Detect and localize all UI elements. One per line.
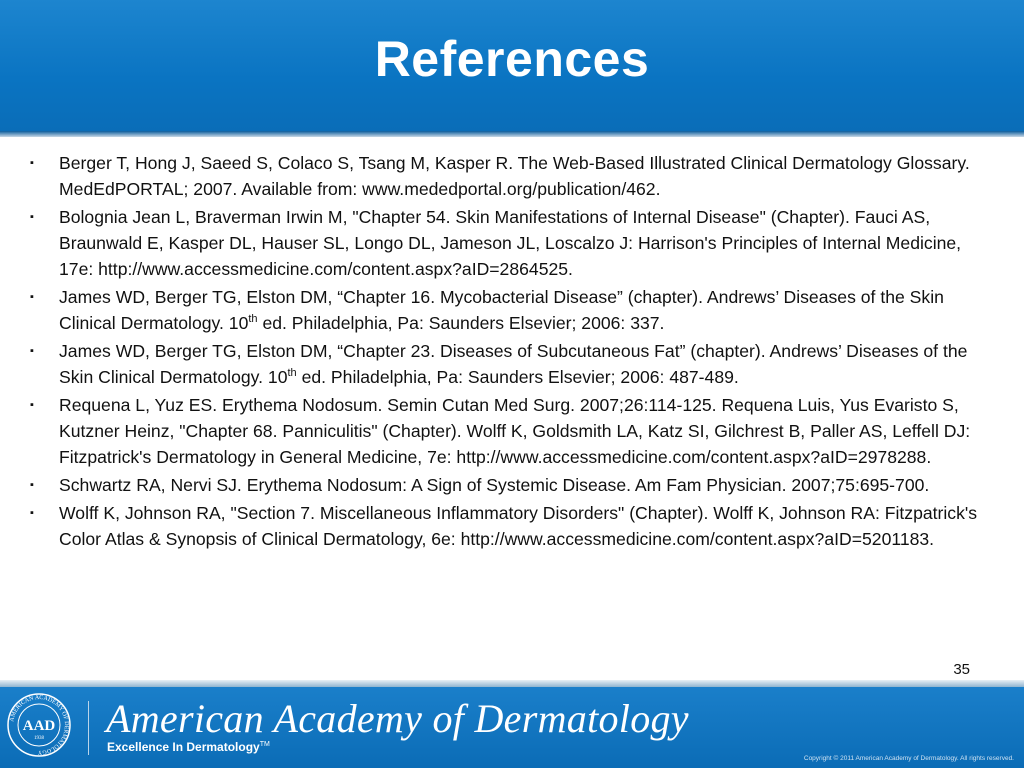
reference-text: ed. Philadelphia, Pa: Saunders Elsevier; 2006: 487-489. — [296, 367, 739, 387]
bullet-icon: ▪ — [30, 345, 34, 357]
reference-item — [26, 472, 996, 498]
references-list — [26, 150, 996, 554]
slide-header — [0, 0, 1024, 131]
logo-letters: AAD — [22, 718, 56, 734]
logo-year: 1938 — [34, 736, 44, 741]
bullet-icon: ▪ — [30, 399, 34, 411]
tagline — [107, 740, 270, 754]
tagline-text: Excellence In Dermatology — [107, 740, 260, 754]
reference-item — [26, 150, 996, 202]
bullet-icon: ▪ — [30, 507, 34, 519]
organization-name: American Academy of Dermatology — [106, 696, 689, 741]
reference-item — [26, 204, 996, 282]
reference-item — [26, 392, 996, 470]
bullet-icon: ▪ — [30, 211, 34, 223]
reference-text: Requena L, Yuz ES. Erythema Nodosum. Semin Cutan Med Surg. 2007;26:114-125. Requena Luis, Yus Evaristo S, Kutzner Heinz, "Chapter 68. Panniculitis" (Chapter). Wolff K, Goldsmith LA, Katz SI, Gilchrest B, Paller AS, Leffell DJ: Fitzpatrick's Dermatology in General Medicine, 7e: http://www.accessmedicine.com/content.aspx?aID=2978288. — [59, 395, 971, 467]
reference-text: James WD, Berger TG, Elston DM, “Chapter 23. Diseases of Subcutaneous Fat” (chapter). Andrews’ Diseases of the Skin Clinical Dermatology. 10 — [59, 341, 968, 387]
bullet-icon: ▪ — [30, 157, 34, 169]
reference-item — [26, 500, 996, 552]
logo-ring-text: AMERICAN ACADEMY OF DERMATOLOGY — [9, 694, 70, 756]
aad-seal-logo — [6, 692, 72, 758]
copyright-notice: Copyright © 2011 American Academy of Dermatology. All rights reserved. — [803, 755, 1014, 762]
header-divider — [0, 131, 1024, 137]
reference-item — [26, 338, 996, 390]
bullet-icon: ▪ — [30, 479, 34, 491]
trademark-mark: TM — [259, 741, 270, 748]
slide-footer — [0, 687, 1024, 768]
bullet-icon: ▪ — [30, 291, 34, 303]
reference-text: Schwartz RA, Nervi SJ. Erythema Nodosum: A Sign of Systemic Disease. Am Fam Physician. 2007;75:695-700. — [59, 475, 930, 495]
ordinal-suffix: th — [248, 313, 258, 326]
footer-divider — [0, 680, 1024, 687]
ordinal-suffix: th — [287, 367, 297, 380]
reference-text: Berger T, Hong J, Saeed S, Colaco S, Tsang M, Kasper R. The Web-Based Illustrated Clinical Dermatology Glossary. MedEdPORTAL; 2007. Available from: www.mededportal.org/publication/462. — [59, 153, 970, 199]
reference-text: Wolff K, Johnson RA, "Section 7. Miscellaneous Inflammatory Disorders" (Chapter). Wolff K, Johnson RA: Fitzpatrick's Color Atlas & Synopsis of Clinical Dermatology, 6e: http://www.accessmedicine.com/content.aspx?aID=5201183. — [59, 503, 978, 549]
page-number: 35 — [953, 661, 970, 678]
slide-title: References — [374, 31, 650, 87]
reference-text: James WD, Berger TG, Elston DM, “Chapter 16. Mycobacterial Disease” (chapter). Andrews’ Diseases of the Skin Clinical Dermatology. 10 — [59, 287, 944, 333]
footer-separator — [88, 701, 89, 755]
reference-text: ed. Philadelphia, Pa: Saunders Elsevier; 2006: 337. — [257, 313, 665, 333]
reference-item — [26, 284, 996, 336]
reference-text: Bolognia Jean L, Braverman Irwin M, "Chapter 54. Skin Manifestations of Internal Disease" (Chapter). Fauci AS, Braunwald E, Kasper DL, Hauser SL, Longo DL, Jameson JL, Loscalzo J: Harrison's Principles of Internal Medicine, 17e: http://www.accessmedicine.com/content.aspx?aID=2864525. — [59, 207, 962, 279]
